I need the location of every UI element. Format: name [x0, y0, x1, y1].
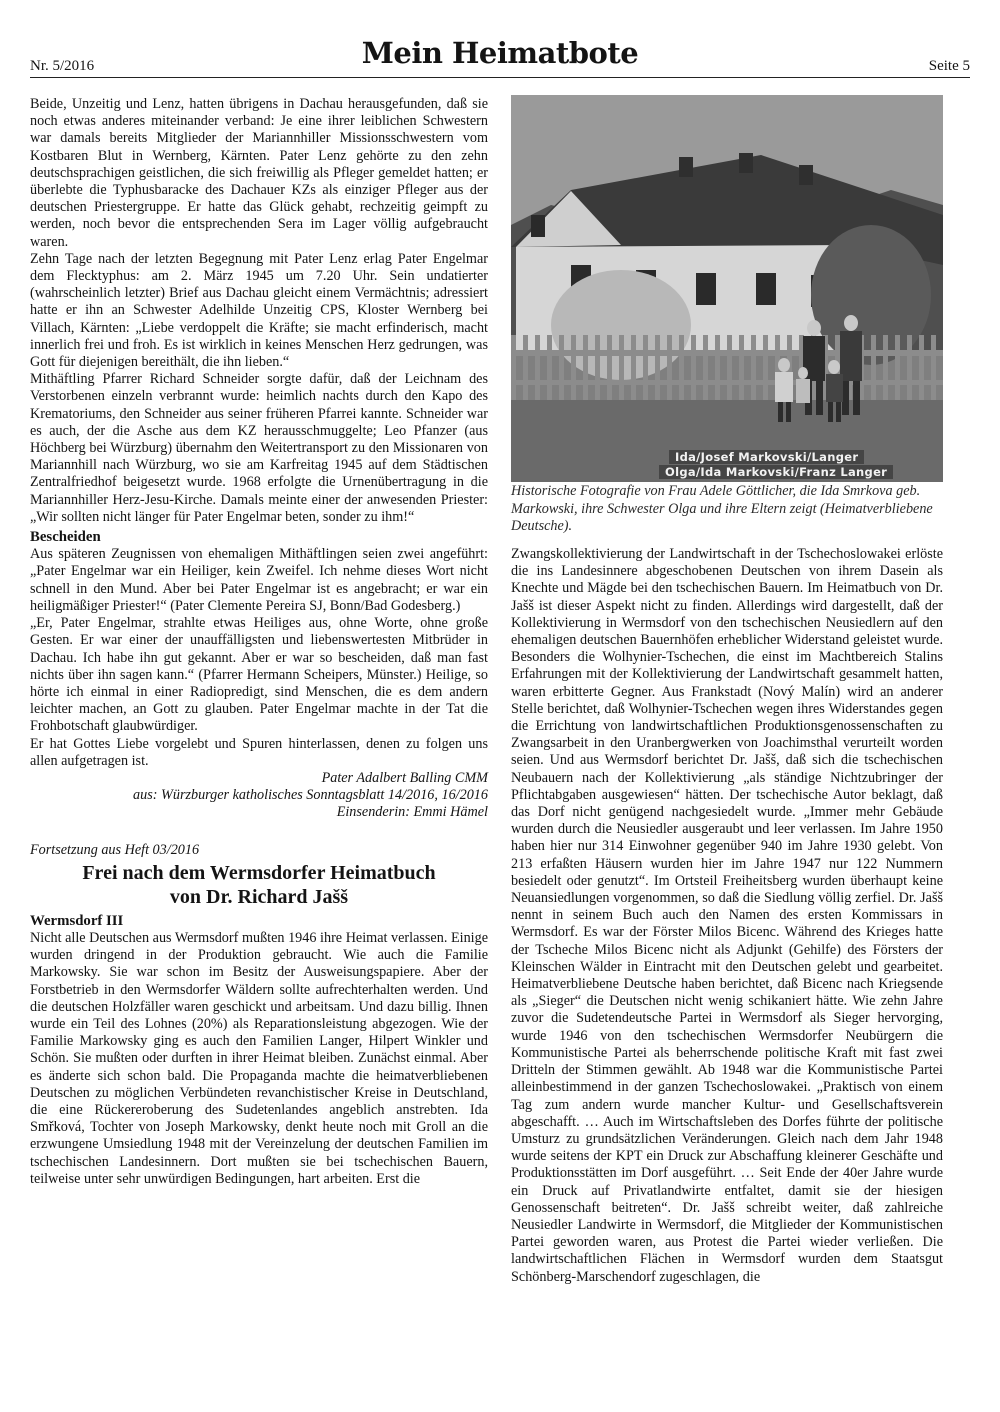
right-column [511, 546, 943, 1286]
paragraph: Mithäftling Pfarrer Richard Schneider sorgte dafür, daß der Leichnam des Verstorbenen einzeln verbrannt wurde: heimlich nachts durch den Kapo des Krematoriums, den Schneider aus seiner früheren Pfarrei kannte. Schneider war es auch, der die Asche aus dem KZ herausschmuggelte; Leo Pfanzer (aus Höchberg bei Würzburg) übernahm den Weitertransport zu den Missionaren von Mariannhill nach Würzburg, wo sie am Karfreitag 1945 auf dem Städtischen Zentralfriedhof beigesetzt wurde. 1968 erfolgte die Urnenübertragung in die Mariannhiller Herz-Jesu-Kirche. Damals meinte einer der anwesenden Priester: „Wir sollten nicht länger für Pater Engelmar beten, sonder zu ihm!“ [30, 371, 488, 525]
masthead-logo: Mein Heimatbote [361, 36, 639, 70]
photo-overlay-names-1: Ida/Josef Markovski/Langer [669, 450, 864, 464]
source-citation: aus: Würzburger katholisches Sonntagsblatt 14/2016, 16/2016 [133, 787, 488, 804]
header-rule [30, 77, 970, 78]
author-signature: Pater Adalbert Balling CMM [321, 769, 488, 786]
historic-photo [511, 95, 943, 482]
paragraph: Er hat Gottes Liebe vorgelebt und Spuren hinterlassen, denen zu folgen uns allen aufgetragen ist. [30, 735, 488, 769]
article-subheading: Wermsdorf III [30, 912, 124, 929]
left-column [30, 96, 488, 1188]
article-title-line-1: Frei nach dem Wermsdorfer Heimatbuch [82, 861, 436, 884]
paragraph: Zwangskollektivierung der Landwirtschaft in der Tschechoslowakei erlöste die ins Landesinnere abgeschobenen Deutschen von ihrem Dasein als Knechte und Mägde bei den tschechischen Bauern. Im Heimatbuch von Dr. Jašš ist dieser Aspekt nicht zu finden. Allerdings wird dargestellt, daß der Kollektivierung in Wermsdorf von den tschechischen Neusiedlern auf den ehemaligen deutschen Bauernhöfen erheblicher Widerstand geleistet wurde. Besonders die Wolhynier-Tschechen, die einst im Machtbereich Stalins Erfahrungen mit der Kollektivierung der Landwirtschaft gesammelt hatten, waren erbitterte Gegner. Aus Frankstadt (Nový Malín) wird an anderer Stelle berichtet, daß Wolhynier-Tschechen wegen ihres Widerstandes gegen die Errichtung von landwirtschaftlichen Produktionsgenossenschaften zu Zwangsarbeit in den Uranbergwerken von Joachimsthal verurteilt worden seien. Und aus Wermsdorf berichtet Dr. Jašš, daß sich die tschechischen Neubauern nach der Kollektivierung „als ständige Nichtzubringer der Pflichtabgaben ausgewiesen“ hätten. Der tschechische Autor beklagt, daß das Dorf nicht genügend nachgesiedelt wurde. „Immer mehr Gebäude wurden durch die Neusiedler ausgeraubt und leer verlassen. Im Jahre 1950 haben hier nur 314 Einwohner gegenüber 940 im Jahre 1930 gelebt. Von 213 erfaßten Häusern wurden hier im Jahre 1947 nur 122 Nummern besiedelt oder genutzt“. Im Ortsteil Freiheitsberg wurden überhaupt keine Neuansiedlungen vorgenommen, so daß die Siedlung völlig zerfiel. Dr. Jašš nennt in seinem Buch auch den Namen des ersten Kommissars in Wermsdorf. Es war der Förster Milos Bicenc. Während des Krieges hatte der Tscheche Milos Bicenc nicht als Adjunkt (Gehilfe) des Försters der Kleinschen Wälder in Eintracht mit den Deutschen gelebt und gearbeitet. Heimatverbliebene Deutsche haben berichtet, daß Bicenc nach Kriegsende als „Sieger“ die Deutschen nicht wenig schikaniert hätte. Wie zehn Jahre zuvor die Sudetendeutsche Partei in Wermsdorf als Sieger hervorging, wurde 1946 von den tschechischen Wermsdorfer Neubürgern die Kommunistische Partei als beherrschende politische Kraft mit fast zwei Dritteln der Stimmen gewählt. Ab 1948 war die Kommunistische Partei alleinbestimmend in der ganzen Tschechoslowakei. „Praktisch von einem Tag zum andern wurde mancher Kultur- und Gesellschaftsverein abgeschafft. … Auch im Wirtschaftsleben des Dorfes führte der politische Umsturz zu grundsätzlichen Veränderungen. Gleich nach dem Jahr 1948 wurde seitens der KPT ein Druck zur Abschaffung kleinerer Geschäfte und Produktionsstätten im Dorf ausgeführt. … Seit Ende der 40er Jahre wurde ein Druck auf Privatlandwirte entfaltet, damit sie der hiesigen Genossenschaft beitreten“. Dr. Jašš schreibt weiter, daß zahlreiche Neusiedler Landwirte in Wermsdorf, die Mitglieder der Kommunistischen Partei geworden waren, aus Protest die Partei wieder verließen. Die landwirtschaftlichen Flächen in Wermsdorf wurden dem Staatsgut Schönberg-Marschendorf zugeschlagen, die [511, 546, 943, 1285]
farmhouse-photo-illustration [511, 95, 943, 482]
continuation-note: Fortsetzung aus Heft 03/2016 [30, 841, 200, 858]
paragraph: „Er, Pater Engelmar, strahlte etwas Heiliges aus, ohne Worte, ohne große Gesten. Er war einer der unauffälligsten und liebenswertesten Mitbrüder in Dachau. Ich habe ihn gut gekannt. Aber er war so bescheiden, daß man fast nichts über ihn sagen kann.“ (Pfarrer Hermann Scheipers, Münster.) Heilige, so hörte ich einmal in einer Radiopredigt, sind Menschen, die es dem andern leichter machen, an Gott zu glauben. Pater Engelmar machte in der Tat die Frohbotschaft glaubwürdiger. [30, 615, 488, 735]
paragraph: Beide, Unzeitig und Lenz, hatten übrigens in Dachau herausgefunden, daß sie noch etwas anderes miteinander verband: Je eine ihrer leiblichen Schwestern war damals bereits Mitglieder der Mariannhiller Missionsschwestern vom Kostbaren Blut in Wernberg, Kärnten. Pater Lenz gehörte zu den zehn deutschsprachigen geistlichen, die sich freiwillig als Pfleger gemeldet hatten; er überlebte die Typhusbaracke des Dachauer KZs als einziger Pfleger aus der deutschen Priestergruppe. Er hatte das Glück gehabt, rechzeitig geimpft zu werden, noch bevor die entsprechenden Sera im Lager völlig aufgebraucht waren. [30, 96, 488, 250]
section-heading: Bescheiden [30, 529, 101, 546]
paragraph: Zehn Tage nach der letzten Begegnung mit Pater Lenz erlag Pater Engelmar dem Flecktyphus: am 2. März 1945 um 7.20 Uhr. Sein undatierter (wahrscheinlich letzter) Brief aus Dachau gleicht einem Vermächtnis; adressiert hatte er ihn an Schwester Adelhilde Unzeitig CPS, Kloster Wernberg bei Villach, Kärnten: „Liebe verdoppelt die Kräfte; sie macht erfinderisch, macht innerlich frei und froh. Es ist wirklich in keines Menschen Herz gedrungen, was Gott für diejenigen bereithält, die ihn lieben.“ [30, 250, 488, 371]
issue-number: Nr. 5/2016 [30, 58, 95, 74]
article-title [30, 861, 488, 909]
article-title-line-2: von Dr. Richard Jašš [169, 885, 349, 908]
page-number: Seite 5 [928, 58, 970, 74]
photo-caption: Historische Fotografie von Frau Adele Göttlicher, die Ida Smrkova geb. Markowski, ihre Schwester Olga und ihre Eltern zeigt (Heimatverbliebene Deutsche). [511, 483, 933, 534]
photo-overlay-names-2: Olga/Ida Markovski/Franz Langer [659, 465, 893, 479]
paragraph: Nicht alle Deutschen aus Wermsdorf mußten 1946 ihre Heimat verlassen. Einige wurden dringend in der Produktion gebraucht. Wie auch die Familie Markowsky. Sie war schon im Besitz der Ausweisungspapiere. Aber der Forstbetrieb in den Wermsdorfer Wäldern sollte aufrechterhalten werden. Und die deutschen Holzfäller waren geschickt und arbeitsam. Und dazu billig. Ihnen wurde ein Teil des Lohnes (20%) als Reparationsleistung abgezogen. Wie der Familie Markowsky ging es auch den Familien Langer, Hilpert Winkler und Schön. Sie mußten oder durften in ihrer Heimat bleiben. Zunächst einmal. Aber es änderte sich schon bald. Die Propaganda machte die heimatverbliebenen Deutschen zu möglichen Verbündeten revanchistischer Kreise in Deutschland, die eine Rückereroberung des Sudetenlandes angeblich anstrebten. Ida Smřková, Tochter von Joseph Markowsky, denkt heute noch mit Groll an die erzwungene Umsiedlung 1948 mit der Vereinzelung der deutschen Familien im tschechischen Landesinnern. Dort mußten sie bei tschechischen Bauern, teilweise unter sehr unwürdigen Bedingungen, hart arbeiten. Erst die [30, 929, 488, 1187]
submitter-credit: Einsenderin: Emmi Hämel [336, 804, 488, 821]
page-header [30, 36, 970, 78]
paragraph: Aus späteren Zeugnissen von ehemaligen Mithäftlingen seien zwei angeführt: „Pater Engelmar war ein Heiliger, kein Zweifel. Ich nehme dieses Wort nicht schnell in den Mund. Aber bei Pater Engelmar ist es angebracht; er war ein heiligmäßiger Priester!“ (Pater Clemente Pereira SJ, Bonn/Bad Godesberg.) [30, 546, 488, 614]
